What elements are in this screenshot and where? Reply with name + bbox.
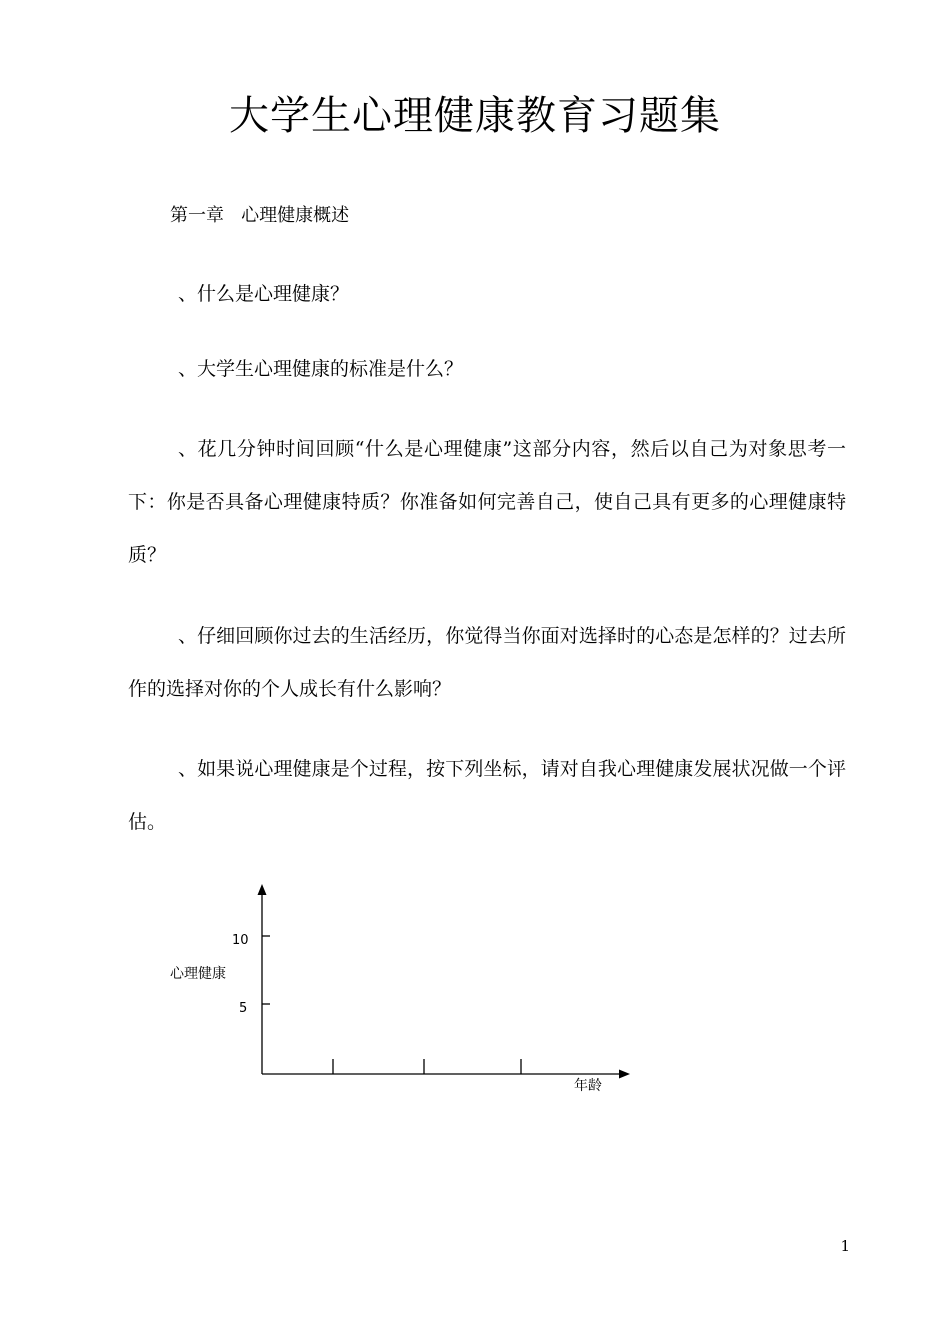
y-axis-label: 心理健康	[170, 966, 226, 982]
question-5: 、如果说心理健康是个过程，按下列坐标，请对自我心理健康发展状况做一个评估。	[128, 758, 846, 833]
y-tick-label-10: 10	[232, 933, 249, 948]
y-axis-arrow	[258, 884, 267, 895]
y-tick-label-5: 5	[239, 1001, 248, 1016]
question-1: 、什么是心理健康？	[178, 283, 350, 305]
x-axis-arrow	[619, 1070, 630, 1079]
chapter-heading: 第一章 心理健康概述	[170, 205, 350, 226]
question-4: 、仔细回顾你过去的生活经历，你觉得当你面对选择时的心态是怎样的？过去所作的选择对你的个人成长有什么影响？	[128, 625, 846, 700]
self-assessment-axes	[160, 878, 640, 1098]
question-3: 、花几分钟时间回顾“什么是心理健康”这部分内容，然后以自己为对象思考一下：你是否具备心理健康特质？你准备如何完善自己，使自己具有更多的心理健康特质？	[128, 438, 846, 566]
page-number: 1	[840, 1237, 850, 1255]
x-axis-label: 年龄	[574, 1078, 602, 1094]
document-title: 大学生心理健康教育习题集	[229, 93, 721, 139]
question-2: 、大学生心理健康的标准是什么？	[178, 358, 464, 380]
